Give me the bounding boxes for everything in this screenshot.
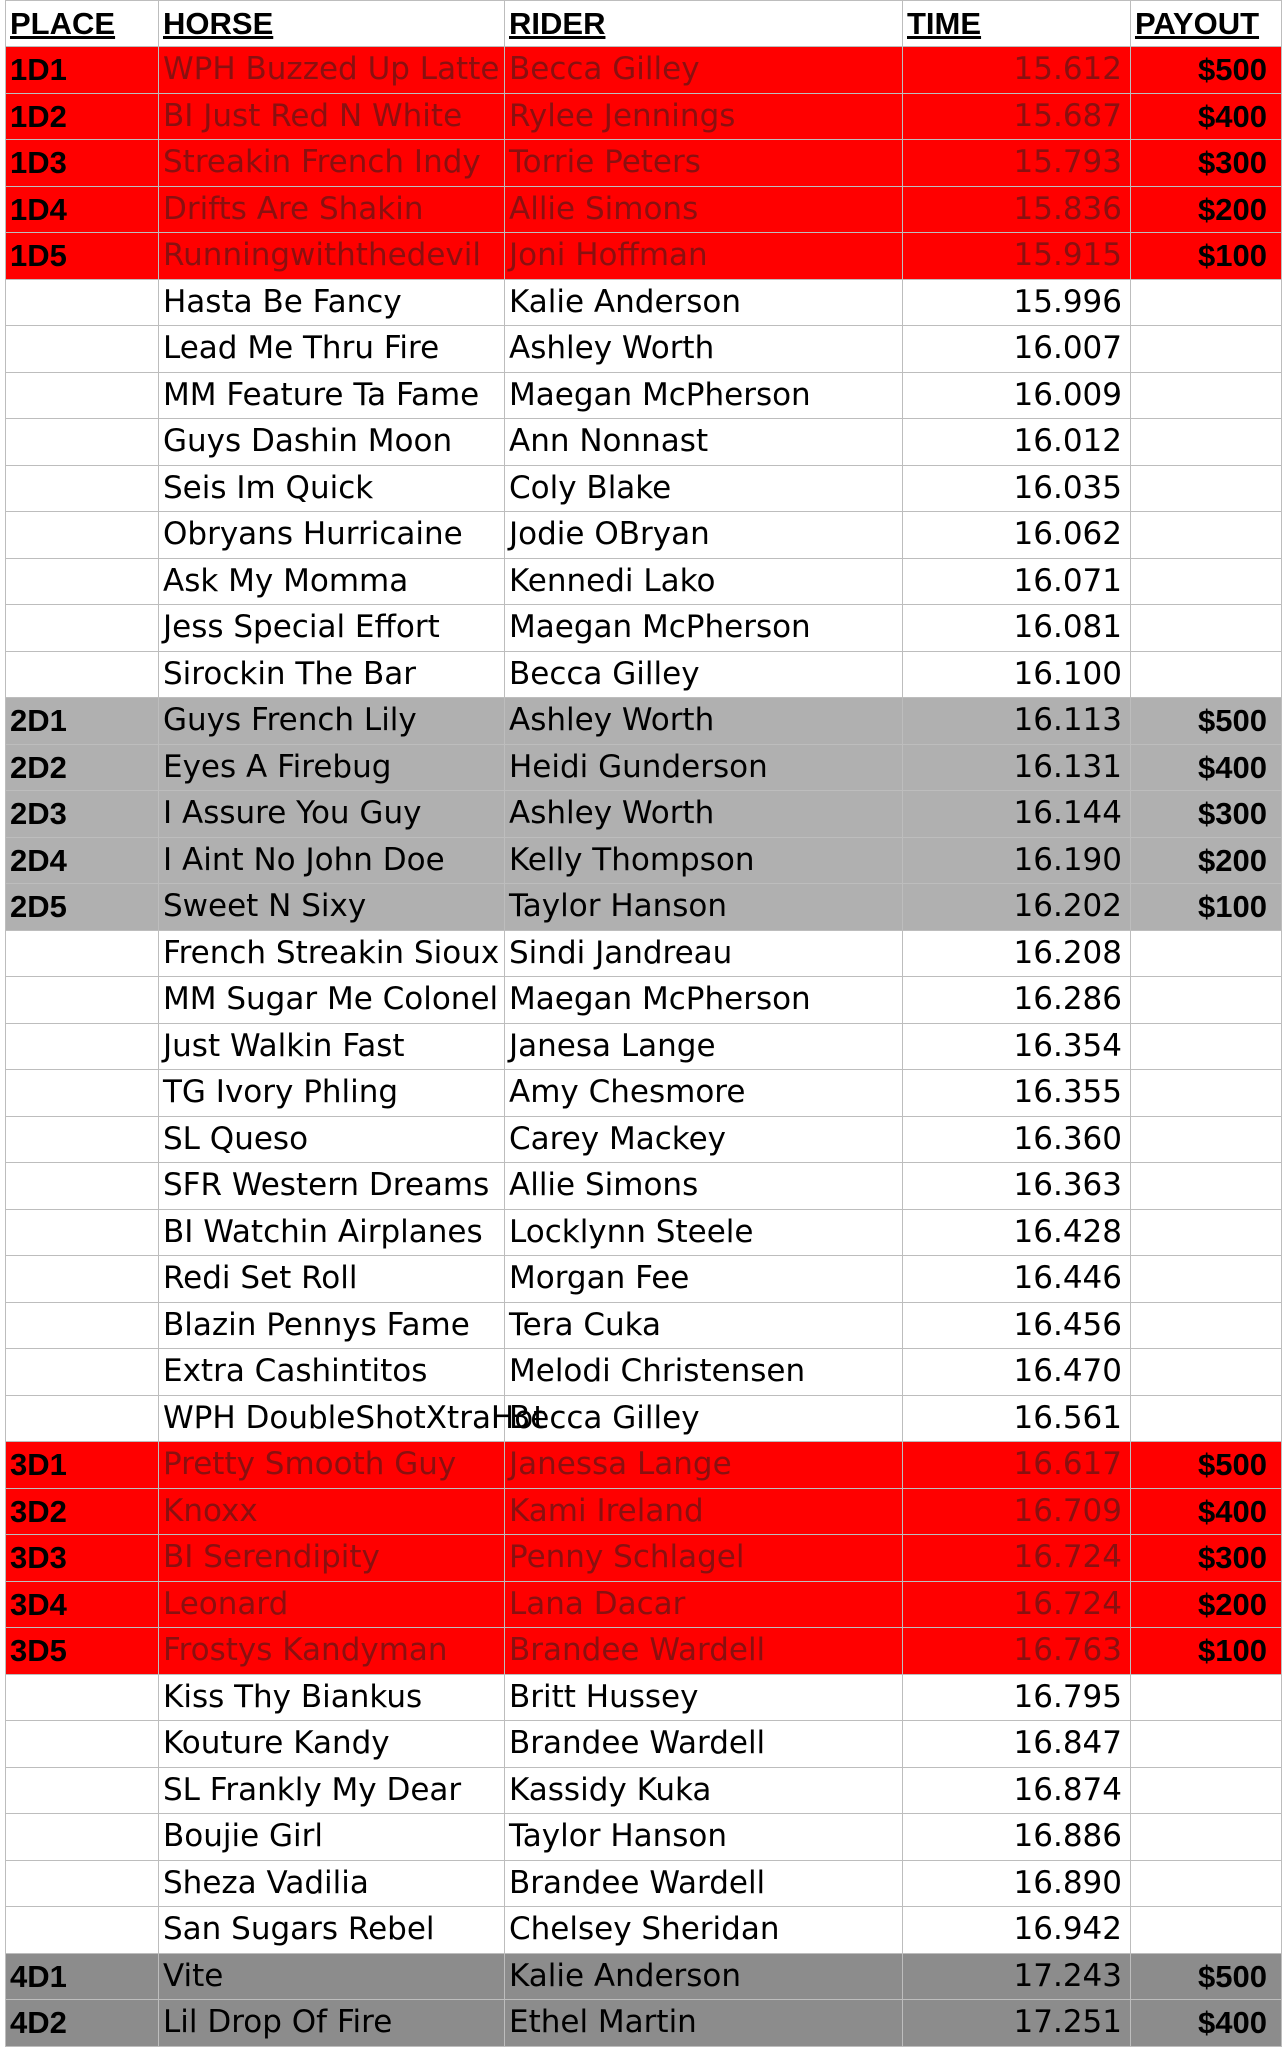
cell-payout: $400 — [1131, 93, 1282, 140]
cell-rider: Allie Simons — [505, 186, 903, 233]
cell-rider: Locklynn Steele — [505, 1209, 903, 1256]
cell-rider: Penny Schlagel — [505, 1535, 903, 1582]
cell-horse: Guys Dashin Moon — [159, 419, 505, 466]
cell-time: 16.795 — [903, 1674, 1131, 1721]
cell-rider: Heidi Gunderson — [505, 744, 903, 791]
cell-horse: Jess Special Effort — [159, 605, 505, 652]
cell-place — [6, 1395, 159, 1442]
cell-time: 16.081 — [903, 605, 1131, 652]
cell-place: 2D2 — [6, 744, 159, 791]
header-horse: HORSE — [159, 1, 505, 47]
cell-horse: BI Watchin Airplanes — [159, 1209, 505, 1256]
cell-payout — [1131, 465, 1282, 512]
cell-payout — [1131, 326, 1282, 373]
cell-place: 3D2 — [6, 1488, 159, 1535]
table-row — [6, 1953, 1282, 2000]
cell-rider: Ann Nonnast — [505, 419, 903, 466]
cell-rider: Kami Ireland — [505, 1488, 903, 1535]
cell-place — [6, 930, 159, 977]
cell-time: 16.009 — [903, 372, 1131, 419]
cell-place — [6, 558, 159, 605]
cell-place — [6, 465, 159, 512]
cell-time: 16.428 — [903, 1209, 1131, 1256]
cell-place: 2D1 — [6, 698, 159, 745]
cell-horse: Obryans Hurricaine — [159, 512, 505, 559]
cell-time: 17.243 — [903, 1953, 1131, 2000]
cell-place: 1D1 — [6, 47, 159, 94]
table-row — [6, 1767, 1282, 1814]
cell-rider: Tera Cuka — [505, 1302, 903, 1349]
cell-horse: Just Walkin Fast — [159, 1023, 505, 1070]
cell-time: 16.446 — [903, 1256, 1131, 1303]
cell-horse: Ask My Momma — [159, 558, 505, 605]
table-row — [6, 93, 1282, 140]
cell-payout — [1131, 1070, 1282, 1117]
cell-time: 16.363 — [903, 1163, 1131, 1210]
cell-place — [6, 1116, 159, 1163]
cell-payout: $500 — [1131, 1442, 1282, 1489]
cell-payout — [1131, 930, 1282, 977]
cell-payout — [1131, 1674, 1282, 1721]
cell-rider: Janessa Lange — [505, 1442, 903, 1489]
cell-place — [6, 1163, 159, 1210]
table-row — [6, 1395, 1282, 1442]
cell-place — [6, 1721, 159, 1768]
cell-time: 16.071 — [903, 558, 1131, 605]
cell-time: 16.763 — [903, 1628, 1131, 1675]
cell-time: 16.886 — [903, 1814, 1131, 1861]
table-row — [6, 1535, 1282, 1582]
table-row — [6, 605, 1282, 652]
table-row — [6, 186, 1282, 233]
cell-horse: Eyes A Firebug — [159, 744, 505, 791]
cell-horse: BI Just Red N White — [159, 93, 505, 140]
header-place: PLACE — [6, 1, 159, 47]
cell-place — [6, 1907, 159, 1954]
cell-time: 15.612 — [903, 47, 1131, 94]
cell-time: 16.208 — [903, 930, 1131, 977]
cell-rider: Kalie Anderson — [505, 1953, 903, 2000]
cell-horse: WPH DoubleShotXtraHot — [159, 1395, 505, 1442]
table-row — [6, 512, 1282, 559]
cell-horse: Redi Set Roll — [159, 1256, 505, 1303]
cell-time: 16.035 — [903, 465, 1131, 512]
cell-payout — [1131, 977, 1282, 1024]
cell-rider: Becca Gilley — [505, 1395, 903, 1442]
cell-time: 16.617 — [903, 1442, 1131, 1489]
cell-payout: $400 — [1131, 744, 1282, 791]
cell-horse: Hasta Be Fancy — [159, 279, 505, 326]
cell-horse: Frostys Kandyman — [159, 1628, 505, 1675]
cell-payout: $500 — [1131, 698, 1282, 745]
table-row — [6, 1860, 1282, 1907]
cell-time: 16.012 — [903, 419, 1131, 466]
cell-place: 3D3 — [6, 1535, 159, 1582]
cell-place — [6, 1023, 159, 1070]
table-row — [6, 47, 1282, 94]
cell-horse: I Assure You Guy — [159, 791, 505, 838]
table-row — [6, 1581, 1282, 1628]
header-payout: PAYOUT — [1131, 1, 1282, 47]
cell-payout: $100 — [1131, 884, 1282, 931]
cell-place — [6, 1767, 159, 1814]
cell-time: 16.942 — [903, 1907, 1131, 1954]
cell-rider: Taylor Hanson — [505, 1814, 903, 1861]
table-row — [6, 465, 1282, 512]
cell-payout: $200 — [1131, 837, 1282, 884]
cell-payout — [1131, 558, 1282, 605]
cell-time: 16.456 — [903, 1302, 1131, 1349]
cell-time: 16.360 — [903, 1116, 1131, 1163]
cell-payout: $400 — [1131, 1488, 1282, 1535]
cell-place — [6, 1860, 159, 1907]
cell-horse: Drifts Are Shakin — [159, 186, 505, 233]
cell-time: 16.131 — [903, 744, 1131, 791]
cell-place — [6, 1349, 159, 1396]
cell-rider: Melodi Christensen — [505, 1349, 903, 1396]
header-rider: RIDER — [505, 1, 903, 47]
cell-payout: $100 — [1131, 233, 1282, 280]
cell-payout — [1131, 1767, 1282, 1814]
cell-payout — [1131, 605, 1282, 652]
cell-horse: Lil Drop Of Fire — [159, 2000, 505, 2047]
cell-payout: $500 — [1131, 1953, 1282, 2000]
cell-time: 16.724 — [903, 1581, 1131, 1628]
cell-payout: $300 — [1131, 140, 1282, 187]
table-row — [6, 1628, 1282, 1675]
cell-rider: Carey Mackey — [505, 1116, 903, 1163]
cell-time: 16.355 — [903, 1070, 1131, 1117]
cell-horse: SL Frankly My Dear — [159, 1767, 505, 1814]
cell-horse: SFR Western Dreams — [159, 1163, 505, 1210]
cell-rider: Brandee Wardell — [505, 1628, 903, 1675]
cell-place: 1D5 — [6, 233, 159, 280]
table-row — [6, 1721, 1282, 1768]
cell-place — [6, 1256, 159, 1303]
cell-place — [6, 1302, 159, 1349]
cell-place — [6, 605, 159, 652]
cell-payout — [1131, 651, 1282, 698]
cell-payout — [1131, 279, 1282, 326]
cell-place: 3D1 — [6, 1442, 159, 1489]
cell-payout — [1131, 1256, 1282, 1303]
cell-time: 16.144 — [903, 791, 1131, 838]
cell-place: 4D1 — [6, 1953, 159, 2000]
cell-place — [6, 372, 159, 419]
cell-time: 15.915 — [903, 233, 1131, 280]
cell-rider: Torrie Peters — [505, 140, 903, 187]
cell-place — [6, 279, 159, 326]
cell-time: 16.724 — [903, 1535, 1131, 1582]
cell-time: 17.251 — [903, 2000, 1131, 2047]
table-row — [6, 2000, 1282, 2047]
cell-rider: Ethel Martin — [505, 2000, 903, 2047]
cell-payout — [1131, 1163, 1282, 1210]
table-row — [6, 279, 1282, 326]
cell-payout — [1131, 1023, 1282, 1070]
table-row — [6, 1907, 1282, 1954]
cell-time: 15.687 — [903, 93, 1131, 140]
cell-horse: Leonard — [159, 1581, 505, 1628]
cell-rider: Brandee Wardell — [505, 1721, 903, 1768]
cell-payout — [1131, 419, 1282, 466]
cell-payout — [1131, 1814, 1282, 1861]
cell-place: 2D5 — [6, 884, 159, 931]
cell-time: 15.793 — [903, 140, 1131, 187]
cell-place: 1D2 — [6, 93, 159, 140]
table-row — [6, 884, 1282, 931]
cell-place — [6, 419, 159, 466]
cell-rider: Chelsey Sheridan — [505, 1907, 903, 1954]
cell-horse: Sweet N Sixy — [159, 884, 505, 931]
cell-place — [6, 651, 159, 698]
cell-horse: Pretty Smooth Guy — [159, 1442, 505, 1489]
table-row — [6, 1674, 1282, 1721]
cell-horse: Blazin Pennys Fame — [159, 1302, 505, 1349]
table-row — [6, 558, 1282, 605]
cell-rider: Maegan McPherson — [505, 977, 903, 1024]
cell-payout — [1131, 1907, 1282, 1954]
cell-horse: French Streakin Sioux — [159, 930, 505, 977]
cell-rider: Lana Dacar — [505, 1581, 903, 1628]
cell-payout: $400 — [1131, 2000, 1282, 2047]
cell-rider: Morgan Fee — [505, 1256, 903, 1303]
cell-place — [6, 1070, 159, 1117]
cell-payout: $200 — [1131, 1581, 1282, 1628]
cell-place: 2D3 — [6, 791, 159, 838]
cell-rider: Brandee Wardell — [505, 1860, 903, 1907]
cell-horse: Sirockin The Bar — [159, 651, 505, 698]
cell-place: 4D2 — [6, 2000, 159, 2047]
cell-horse: TG Ivory Phling — [159, 1070, 505, 1117]
cell-horse: Vite — [159, 1953, 505, 2000]
cell-payout — [1131, 1209, 1282, 1256]
cell-time: 16.709 — [903, 1488, 1131, 1535]
cell-horse: Runningwiththedevil — [159, 233, 505, 280]
cell-rider: Maegan McPherson — [505, 605, 903, 652]
cell-rider: Joni Hoffman — [505, 233, 903, 280]
table-row — [6, 1163, 1282, 1210]
table-row — [6, 651, 1282, 698]
cell-place: 1D4 — [6, 186, 159, 233]
cell-time: 15.996 — [903, 279, 1131, 326]
cell-rider: Jodie OBryan — [505, 512, 903, 559]
cell-time: 16.113 — [903, 698, 1131, 745]
cell-payout: $300 — [1131, 791, 1282, 838]
cell-horse: Streakin French Indy — [159, 140, 505, 187]
cell-time: 16.890 — [903, 1860, 1131, 1907]
table-row — [6, 791, 1282, 838]
cell-horse: Knoxx — [159, 1488, 505, 1535]
results-table — [5, 0, 1282, 2047]
cell-payout — [1131, 1395, 1282, 1442]
cell-horse: Kiss Thy Biankus — [159, 1674, 505, 1721]
cell-rider: Taylor Hanson — [505, 884, 903, 931]
table-row — [6, 1023, 1282, 1070]
cell-payout: $300 — [1131, 1535, 1282, 1582]
table-row — [6, 744, 1282, 791]
cell-rider: Kennedi Lako — [505, 558, 903, 605]
cell-time: 16.874 — [903, 1767, 1131, 1814]
cell-rider: Becca Gilley — [505, 47, 903, 94]
cell-rider: Sindi Jandreau — [505, 930, 903, 977]
cell-rider: Amy Chesmore — [505, 1070, 903, 1117]
cell-rider: Maegan McPherson — [505, 372, 903, 419]
cell-place: 3D4 — [6, 1581, 159, 1628]
cell-time: 16.354 — [903, 1023, 1131, 1070]
cell-rider: Becca Gilley — [505, 651, 903, 698]
cell-time: 16.561 — [903, 1395, 1131, 1442]
cell-payout: $100 — [1131, 1628, 1282, 1675]
cell-place — [6, 1209, 159, 1256]
cell-time: 16.847 — [903, 1721, 1131, 1768]
cell-place — [6, 1814, 159, 1861]
cell-time: 16.202 — [903, 884, 1131, 931]
table-row — [6, 1116, 1282, 1163]
cell-horse: Lead Me Thru Fire — [159, 326, 505, 373]
table-row — [6, 140, 1282, 187]
table-row — [6, 977, 1282, 1024]
cell-time: 16.100 — [903, 651, 1131, 698]
cell-payout — [1131, 1349, 1282, 1396]
cell-payout: $200 — [1131, 186, 1282, 233]
cell-place — [6, 512, 159, 559]
cell-payout — [1131, 1116, 1282, 1163]
cell-time: 16.062 — [903, 512, 1131, 559]
table-row — [6, 1349, 1282, 1396]
cell-rider: Ashley Worth — [505, 698, 903, 745]
cell-time: 16.286 — [903, 977, 1131, 1024]
table-row — [6, 1488, 1282, 1535]
cell-horse: Kouture Kandy — [159, 1721, 505, 1768]
cell-horse: WPH Buzzed Up Latte — [159, 47, 505, 94]
table-row — [6, 1070, 1282, 1117]
cell-horse: MM Sugar Me Colonel — [159, 977, 505, 1024]
cell-payout — [1131, 512, 1282, 559]
cell-rider: Britt Hussey — [505, 1674, 903, 1721]
table-row — [6, 372, 1282, 419]
cell-time: 15.836 — [903, 186, 1131, 233]
cell-payout — [1131, 1721, 1282, 1768]
cell-place — [6, 1674, 159, 1721]
table-row — [6, 1302, 1282, 1349]
cell-place: 3D5 — [6, 1628, 159, 1675]
table-row — [6, 837, 1282, 884]
table-row — [6, 1814, 1282, 1861]
cell-horse: San Sugars Rebel — [159, 1907, 505, 1954]
table-row — [6, 326, 1282, 373]
cell-payout — [1131, 1302, 1282, 1349]
cell-place — [6, 326, 159, 373]
cell-payout — [1131, 1860, 1282, 1907]
cell-horse: BI Serendipity — [159, 1535, 505, 1582]
cell-place: 1D3 — [6, 140, 159, 187]
header-time: TIME — [903, 1, 1131, 47]
cell-horse: SL Queso — [159, 1116, 505, 1163]
table-row — [6, 1209, 1282, 1256]
cell-rider: Kalie Anderson — [505, 279, 903, 326]
table-row — [6, 1442, 1282, 1489]
cell-horse: MM Feature Ta Fame — [159, 372, 505, 419]
header-row — [6, 1, 1282, 47]
cell-rider: Kassidy Kuka — [505, 1767, 903, 1814]
cell-rider: Allie Simons — [505, 1163, 903, 1210]
cell-place — [6, 977, 159, 1024]
cell-payout: $500 — [1131, 47, 1282, 94]
table-row — [6, 233, 1282, 280]
cell-horse: Boujie Girl — [159, 1814, 505, 1861]
cell-horse: I Aint No John Doe — [159, 837, 505, 884]
cell-payout — [1131, 372, 1282, 419]
table-row — [6, 930, 1282, 977]
cell-rider: Janesa Lange — [505, 1023, 903, 1070]
cell-time: 16.190 — [903, 837, 1131, 884]
results-body — [6, 47, 1282, 2047]
cell-rider: Ashley Worth — [505, 326, 903, 373]
cell-rider: Coly Blake — [505, 465, 903, 512]
cell-rider: Kelly Thompson — [505, 837, 903, 884]
cell-rider: Ashley Worth — [505, 791, 903, 838]
cell-rider: Rylee Jennings — [505, 93, 903, 140]
cell-horse: Guys French Lily — [159, 698, 505, 745]
cell-horse: Seis Im Quick — [159, 465, 505, 512]
cell-horse: Extra Cashintitos — [159, 1349, 505, 1396]
cell-place: 2D4 — [6, 837, 159, 884]
cell-time: 16.470 — [903, 1349, 1131, 1396]
table-row — [6, 1256, 1282, 1303]
cell-horse: Sheza Vadilia — [159, 1860, 505, 1907]
cell-time: 16.007 — [903, 326, 1131, 373]
table-row — [6, 698, 1282, 745]
table-row — [6, 419, 1282, 466]
